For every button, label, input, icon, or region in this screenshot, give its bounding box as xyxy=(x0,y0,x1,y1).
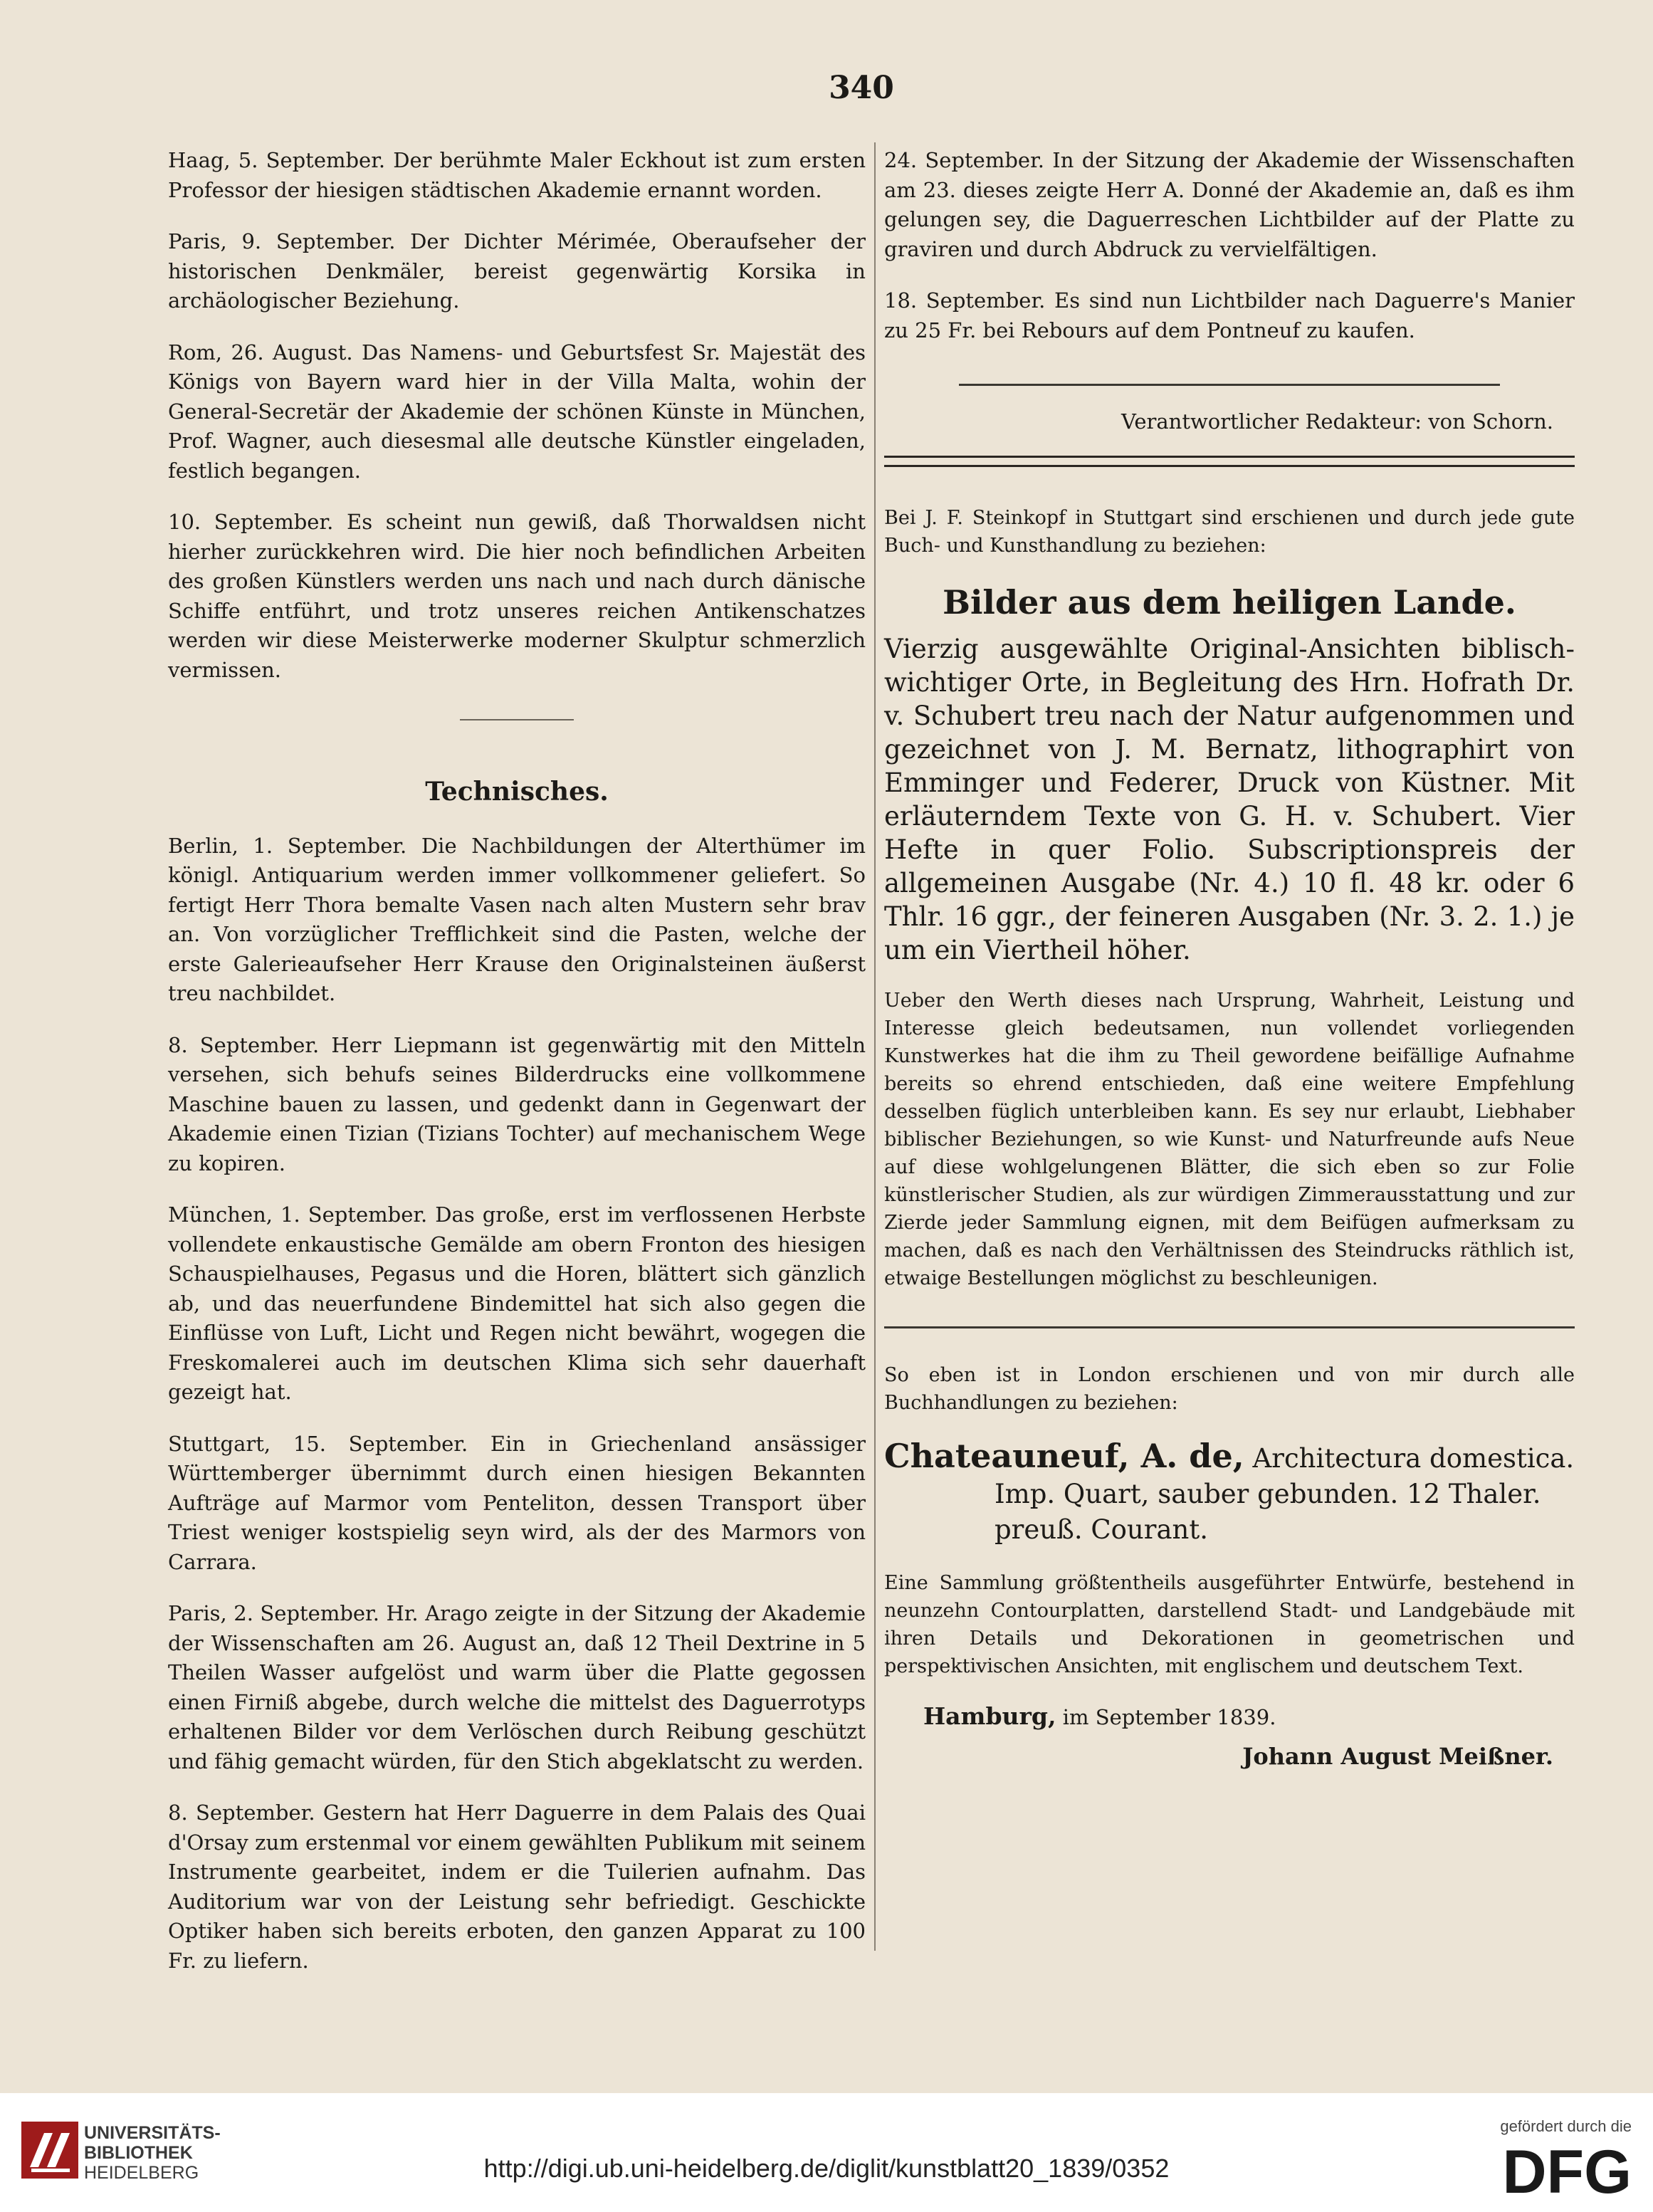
news-item: Paris, 9. September. Der Dichter Mérimée, Oberaufseher der historischen Denkmäler, bereist gegenwärtig Korsika in archäologischer Beziehung. xyxy=(168,229,866,313)
ad-book-title: Bilder aus dem heiligen Lande. xyxy=(943,582,1516,622)
advertisement-bilder xyxy=(884,504,1575,1292)
news-item: Haag, 5. September. Der berühmte Maler Eckhout ist zum ersten Professor der hiesigen städtischen Akademie ernannt worden. xyxy=(168,148,866,202)
ad-description: Ueber den Werth dieses nach Ursprung, Wahrheit, Leistung und Interesse gleich bedeutsamen, nun vollendet vorliegenden Kunstwerkes hat die ihm zu Theil gewordene beifällige Aufnahme bereits so ehrend entschieden, daß eine weitere Empfehlung desselben füglich unterbleiben kann. Es sey nur erlaubt, Liebhaber biblischer Beziehungen, so wie Kunst- und Naturfreunde aufs Neue auf diese wohlgelungenen Blätter, die sich eben so zur Folie künstlerischer Studien, als zur würdigen Zimmerausstattung und zur Zierde jeder Sammlung eignen, mit dem Beifügen aufmerksam zu machen, daß es nach den Verhältnissen des Steindrucks räthlich ist, etwaige Bestellungen möglichst zu beschleunigen. xyxy=(884,989,1575,1289)
ad-signature: Johann August Meißner. xyxy=(1242,1743,1553,1770)
news-item: Stuttgart, 15. September. Ein in Griechenland ansässiger Württemberger übernimmt durch einen hiesigen Bekannten Aufträge auf Marmor vom Penteliton, dessen Transport über Triest weniger kostspielig seyn wird, als der des Marmors von Carrara. xyxy=(168,1431,866,1574)
dfg-logo-icon xyxy=(1489,2142,1632,2198)
news-item: München, 1. September. Das große, erst im verflossenen Herbste vollendete enkaustische Gemälde am obern Fronton des hiesigen Schauspielhauses, Pegasus und die Horen, blättert sich gänzlich ab, und das neuerfundene Bindemittel hat sich also gegen die Einflüsse von Luft, Licht und Regen nicht bewährt, wogegen die Freskomalerei auch im deutschen Klima sich sehr dauerhaft gezeigt hat. xyxy=(168,1202,866,1404)
double-rule xyxy=(884,456,1575,467)
sponsor-label: gefördert durch die xyxy=(1500,2117,1632,2135)
rule xyxy=(959,384,1500,386)
ad-book-title xyxy=(884,1438,1575,1548)
ad-intro: Bei J. F. Steinkopf in Stuttgart sind erschienen und durch jede gute Buch- und Kunsthandlung zu beziehen: xyxy=(884,506,1575,557)
news-item: 10. September. Es scheint nun gewiß, daß Thorwaldsen nicht hierher zurückkehren wird. Die hier noch befindlichen Arbeiten des großen Künstlers werden uns nach und nach durch dänische Schiffe entführt, und trotz unseres reichen Antikenschatzes werden wir diese Meisterwerke moderner Skulptur schmerzlich vermissen. xyxy=(168,510,866,682)
ad-date: im September 1839. xyxy=(1062,1704,1276,1729)
news-item: 8. September. Gestern hat Herr Daguerre in dem Palais des Quai d'Orsay zum erstenmal vor einem gewählten Publikum mit seinem Instrumente gearbeitet, indem er die Tuilerien aufnahm. Das Auditorium war von der Leistung sehr befriedigt. Geschickte Optiker haben sich bereits erboten, den ganzen Apparat zu 100 Fr. zu liefern. xyxy=(168,1800,866,1973)
left-column xyxy=(168,146,866,1998)
ad-intro: So eben ist in London erschienen und von mir durch alle Buchhandlungen zu beziehen: xyxy=(884,1363,1575,1414)
news-item: 8. September. Herr Liepmann ist gegenwärtig mit den Mitteln versehen, sich behufs seines Bilderdrucks eine vollkommene Maschine bauen zu lassen, und gedenkt dann in Gegenwart der Akademie einen Tizian (Tizians Tochter) auf mechanischem Wege zu kopiren. xyxy=(168,1032,866,1175)
viewer-footer xyxy=(0,2093,1653,2212)
permalink-url[interactable]: http://digi.ub.uni-heidelberg.de/diglit/kunstblatt20_1839/0352 xyxy=(483,2154,1170,2183)
news-item: 24. September. In der Sitzung der Akademie der Wissenschaften am 23. dieses zeigte Herr A. Donné der Akademie an, daß es ihm gelungen sey, die Daguerreschen Lichtbilder auf der Platte zu graviren und durch Abdruck zu vervielfältigen. xyxy=(884,148,1575,261)
ad-place-date xyxy=(923,1702,1575,1733)
ad-title-rest: Architectura domestica. Imp. Quart, sauber gebunden. 12 Thaler. preuß. Courant. xyxy=(995,1442,1575,1545)
ad-body: Vierzig ausgewählte Original-Ansichten biblisch-wichtiger Orte, in Begleitung des Hrn. Hofrath Dr. v. Schubert treu nach der Natur aufgenommen und gezeichnet von J. M. Bernatz, lithographirt von Emminger und Federer, Druck von Küstner. Mit erläuterndem Texte von G. H. v. Schubert. Vier Hefte in quer Folio. Subscriptionspreis der allgemeinen Ausgabe (Nr. 4.) 10 fl. 48 kr. oder 6 Thlr. 16 ggr., der feineren Ausgaben (Nr. 3. 2. 1.) je um ein Viertheil höher. xyxy=(884,633,1575,965)
news-item: Paris, 2. September. Hr. Arago zeigte in der Sitzung der Akademie der Wissenschaften am 26. August an, daß 12 Theil Dextrine in 5 Theilen Wasser aufgelöst und warm über die Platte gegossen einen Firniß abgebe, durch welche die mittelst des Daguerrotyps erhaltenen Bilder vor dem Verlöschen durch Reibung geschützt und fähig gemacht würden, für den Stich abgeklatscht zu werden. xyxy=(168,1601,866,1773)
svg-text:DFG: DFG xyxy=(1502,2142,1632,2198)
section-heading: Technisches. xyxy=(425,777,609,807)
advertisement-chateauneuf xyxy=(884,1361,1575,1772)
ad-description: Eine Sammlung größtentheils ausgeführter Entwürfe, bestehend in neunzehn Contourplatten, darstellend Stadt- und Landgebäude mit ihren Details und Dekorationen in geometrischen und perspektivischen Ansichten, mit englischem und deutschem Text. xyxy=(884,1571,1575,1677)
rule xyxy=(884,1326,1575,1328)
right-column xyxy=(884,146,1575,1772)
section-separator xyxy=(460,719,574,720)
ad-author: Chateauneuf, A. de, xyxy=(884,1436,1244,1475)
editor-line: Verantwortlicher Redakteur: von Schorn. xyxy=(1121,409,1553,434)
column-divider xyxy=(874,142,876,1951)
news-item: Berlin, 1. September. Die Nachbildungen der Alterthümer im königl. Antiquarium werden immer vollkommener geliefert. So fertigt Herr Thora bemalte Vasen nach alten Mustern sehr brav an. Von vorzüglicher Trefflichkeit sind die Pasten, welche der erste Galerieaufseher Herr Krause den Originalsteinen äußerst treu nachbildet. xyxy=(168,833,866,1005)
news-item: Rom, 26. August. Das Namens- und Geburtsfest Sr. Majestät des Königs von Bayern ward hier in der Villa Malta, wohin der General-Secretär der Akademie der schönen Künste in München, Prof. Wagner, auch diesesmal alle deutsche Künstler eingeladen, festlich begangen. xyxy=(168,340,866,483)
news-item: 18. September. Es sind nun Lichtbilder nach Daguerre's Manier zu 25 Fr. bei Rebours auf dem Pontneuf zu kaufen. xyxy=(884,288,1575,342)
library-name: UNIVERSITÄTS- BIBLIOTHEK HEIDELBERG xyxy=(84,2123,221,2183)
page-number: 340 xyxy=(829,70,894,106)
ad-place: Hamburg, xyxy=(923,1702,1056,1730)
